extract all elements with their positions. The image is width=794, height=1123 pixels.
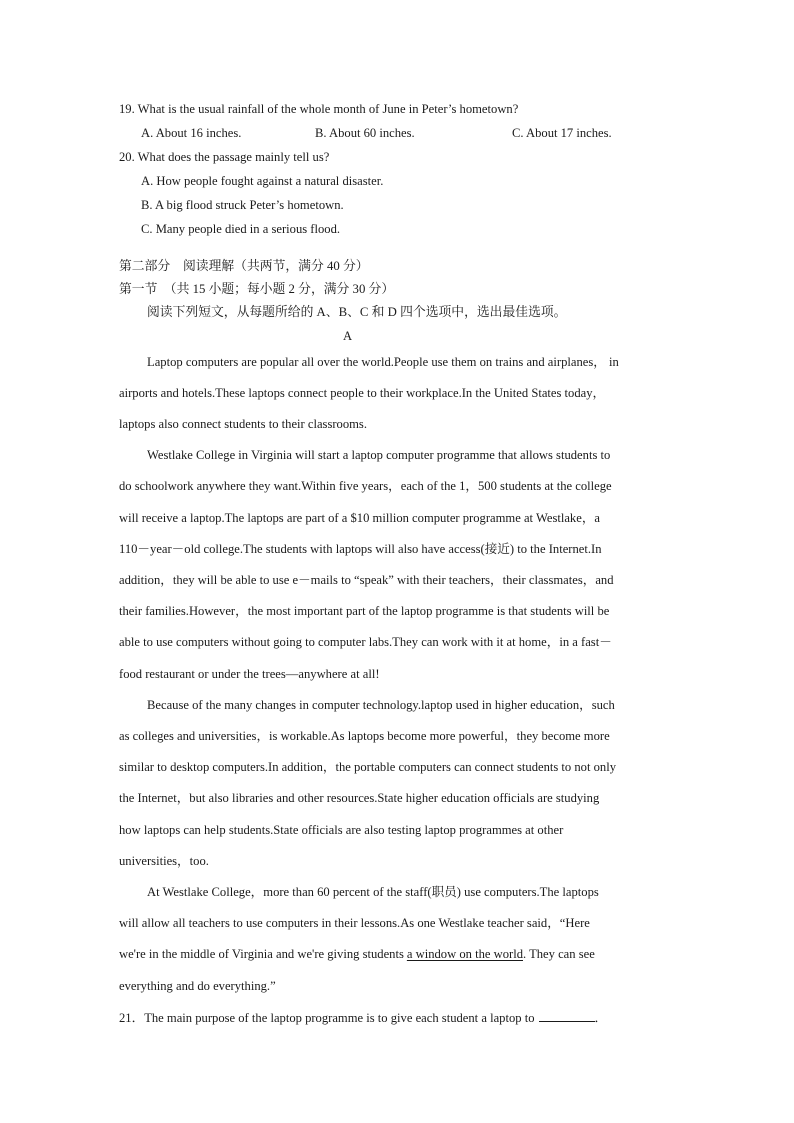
passage-line: their families.However，the most important part of the laptop programme is that students will be (119, 604, 610, 618)
passage-line-text-end: . They can see (523, 947, 595, 961)
passage-line: similar to desktop computers.In addition，the portable computers can connect students to not only (119, 760, 616, 774)
section-one-heading: 第一节 （共 15 小题；每小题 2 分，满分 30 分） (119, 282, 395, 296)
passage-line-text: we're in the middle of Virginia and we're giving students (119, 947, 404, 961)
question-20-option-b: B. A big flood struck Peter’s hometown. (141, 198, 344, 212)
question-21-stem-line (119, 1009, 607, 1026)
question-19-option-a: A. About 16 inches. (141, 126, 242, 140)
answer-blank (539, 1009, 595, 1022)
passage-line: airports and hotels.These laptops connect people to their workplace.In the United States today， (119, 386, 606, 400)
passage-line: addition，they will be able to use e－mails to “speak” with their teachers，their classmates，and (119, 573, 614, 587)
passage-line: Westlake College in Virginia will start a laptop computer programme that allows students to (147, 448, 611, 462)
question-19-option-b: B. About 60 inches. (315, 126, 415, 140)
question-19-stem: 19. What is the usual rainfall of the whole month of June in Peter’s hometown? (119, 102, 519, 116)
passage-line: universities，too. (119, 854, 209, 868)
question-20-option-c: C. Many people died in a serious flood. (141, 222, 341, 236)
question-20-stem: 20. What does the passage mainly tell us? (119, 150, 330, 164)
question-21-stem: 21．The main purpose of the laptop programme is to give each student a laptop to (119, 1011, 535, 1025)
passage-line-with-underline (119, 946, 595, 962)
passage-line: food restaurant or under the trees—anywhere at all! (119, 667, 380, 681)
question-20-option-a: A. How people fought against a natural disaster. (141, 174, 384, 188)
passage-line: will allow all teachers to use computers in their lessons.As one Westlake teacher said，“Here (119, 916, 590, 930)
question-21-end: ． (594, 1011, 608, 1025)
passage-line: everything and do everything.” (119, 979, 276, 993)
passage-line: able to use computers without going to computer labs.They can work with it at home，in a fast－ (119, 635, 612, 649)
passage-line: will receive a laptop.The laptops are part of a $10 million computer programme at Westlake，a (119, 511, 600, 525)
passage-line: how laptops can help students.State officials are also testing laptop programmes at other (119, 823, 564, 837)
instruction-text: 阅读下列短文，从每题所给的 A、B、C 和 D 四个选项中，选出最佳选项。 (147, 305, 567, 319)
passage-line: At Westlake College，more than 60 percent of the staff(职员) use computers.The laptops (147, 885, 599, 899)
passage-line: laptops also connect students to their classrooms. (119, 417, 367, 431)
question-19-option-c: C. About 17 inches. (512, 126, 612, 140)
passage-line: Laptop computers are popular all over the world.People use them on trains and airplanes， in (147, 355, 619, 369)
underlined-phrase: a window on the world (406, 947, 523, 961)
passage-line: 110－year－old college.The students with laptops will also have access(接近) to the Internet.In (119, 542, 602, 556)
passage-letter: A (343, 329, 353, 343)
passage-line: as colleges and universities，is workable.As laptops become more powerful，they become more (119, 729, 610, 743)
passage-line: Because of the many changes in computer technology.laptop used in higher education，such (147, 698, 615, 712)
passage-line: do schoolwork anywhere they want.Within five years，each of the 1，500 students at the college (119, 479, 612, 493)
part-two-heading: 第二部分 阅读理解（共两节，满分 40 分） (119, 259, 369, 273)
passage-line: the Internet，but also libraries and other resources.State higher education officials are studying (119, 791, 600, 805)
